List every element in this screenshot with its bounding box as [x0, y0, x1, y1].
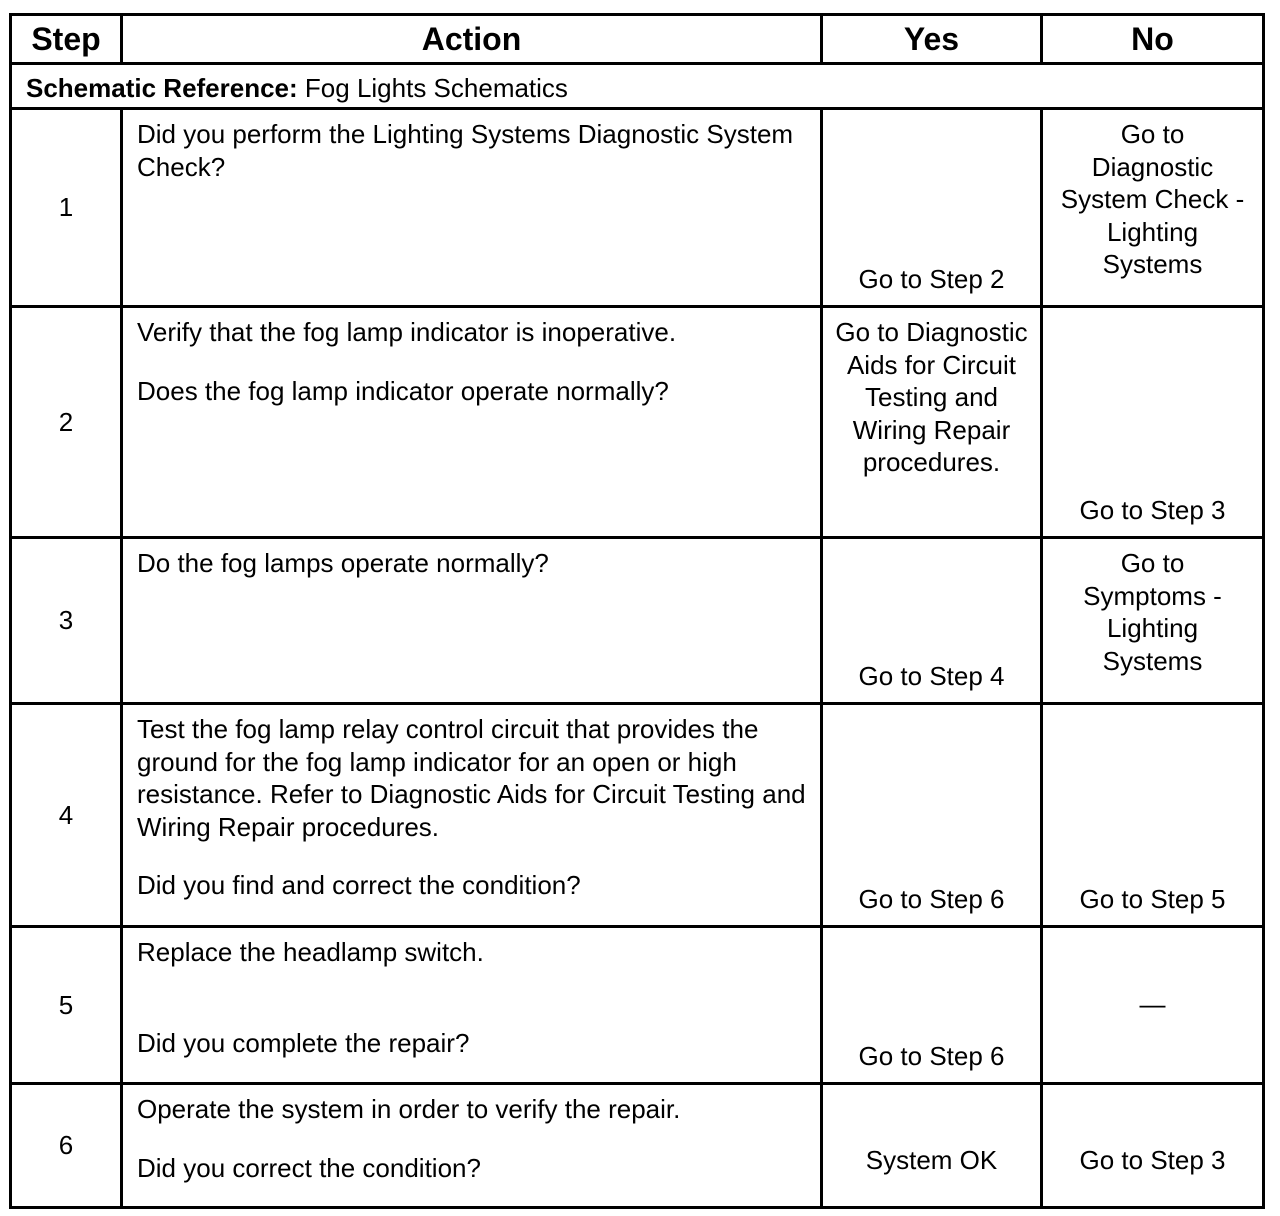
- yes-link[interactable]: Go to Diagnostic Aids for Circuit Testing and Wiring Repair procedures.: [835, 317, 1028, 477]
- header-step: Step: [11, 15, 122, 64]
- no-link[interactable]: Go to Step 3: [1079, 1144, 1226, 1175]
- question-text: Does the fog lamp indicator operate normally?: [137, 375, 669, 406]
- table-row: [11, 1084, 1264, 1208]
- action-cell: [122, 704, 822, 927]
- yes-cell: [822, 927, 1042, 1084]
- no-cell: [1042, 704, 1264, 927]
- yes-cell: [822, 538, 1042, 704]
- action-text: Test the fog lamp relay control circuit that provides the ground for the fog lamp indicator for an open or high resistance. Refer to Diagnostic Aids for Circuit Testing and Wiring Repair procedures.: [137, 714, 806, 842]
- header-action: Action: [122, 15, 822, 64]
- schematic-reference: [11, 64, 1264, 109]
- step-number: 2: [11, 307, 122, 538]
- step-number: 4: [11, 704, 122, 927]
- action-cell: [122, 1084, 822, 1208]
- no-dash: —: [1139, 988, 1166, 1019]
- no-link[interactable]: Go to Step 3: [1079, 494, 1226, 525]
- step-number: 6: [11, 1084, 122, 1208]
- yes-link[interactable]: System OK: [865, 1144, 998, 1175]
- no-cell: [1042, 1084, 1264, 1208]
- yes-cell: [822, 307, 1042, 538]
- question-text: Did you find and correct the condition?: [137, 870, 581, 900]
- no-cell: [1042, 109, 1264, 307]
- step-number: 5: [11, 927, 122, 1084]
- no-cell: [1042, 307, 1264, 538]
- diagnostic-table: [9, 13, 1265, 1209]
- table-row: [11, 927, 1264, 1084]
- action-text: Do the fog lamps operate normally?: [137, 548, 549, 578]
- header-yes: Yes: [822, 15, 1042, 64]
- table-row: [11, 109, 1264, 307]
- step-number: 1: [11, 109, 122, 307]
- question-text: Did you correct the condition?: [137, 1152, 481, 1183]
- schematic-reference-link[interactable]: Fog Lights Schematics: [304, 72, 568, 103]
- schematic-reference-row: [11, 64, 1264, 109]
- table-row: [11, 704, 1264, 927]
- question-text: Did you complete the repair?: [137, 1027, 470, 1058]
- yes-cell: [822, 1084, 1042, 1208]
- table-row: [11, 307, 1264, 538]
- no-cell: [1042, 927, 1264, 1084]
- yes-link[interactable]: Go to Step 2: [858, 263, 1005, 294]
- yes-link[interactable]: Go to Step 6: [858, 883, 1005, 914]
- no-cell: [1042, 538, 1264, 704]
- action-text: Replace the headlamp switch.: [137, 937, 484, 967]
- action-cell: [122, 927, 822, 1084]
- no-link[interactable]: Go to Symptoms - Lighting Systems: [1083, 548, 1222, 676]
- yes-link[interactable]: Go to Step 4: [858, 660, 1005, 691]
- no-link[interactable]: Go to Diagnostic System Check - Lighting Systems: [1060, 119, 1245, 279]
- yes-cell: [822, 109, 1042, 307]
- header-row: [11, 15, 1264, 64]
- schematic-reference-label: Schematic Reference:: [26, 72, 298, 103]
- yes-link[interactable]: Go to Step 6: [858, 1040, 1005, 1071]
- action-text: Verify that the fog lamp indicator is inoperative.: [137, 317, 677, 347]
- header-no: No: [1042, 15, 1264, 64]
- table-row: [11, 538, 1264, 704]
- action-cell: [122, 538, 822, 704]
- action-cell: [122, 307, 822, 538]
- action-text: Did you perform the Lighting Systems Diagnostic System Check?: [137, 119, 794, 182]
- action-cell: [122, 109, 822, 307]
- yes-cell: [822, 704, 1042, 927]
- no-link[interactable]: Go to Step 5: [1079, 883, 1226, 914]
- step-number: 3: [11, 538, 122, 704]
- action-text: Operate the system in order to verify the repair.: [137, 1094, 681, 1124]
